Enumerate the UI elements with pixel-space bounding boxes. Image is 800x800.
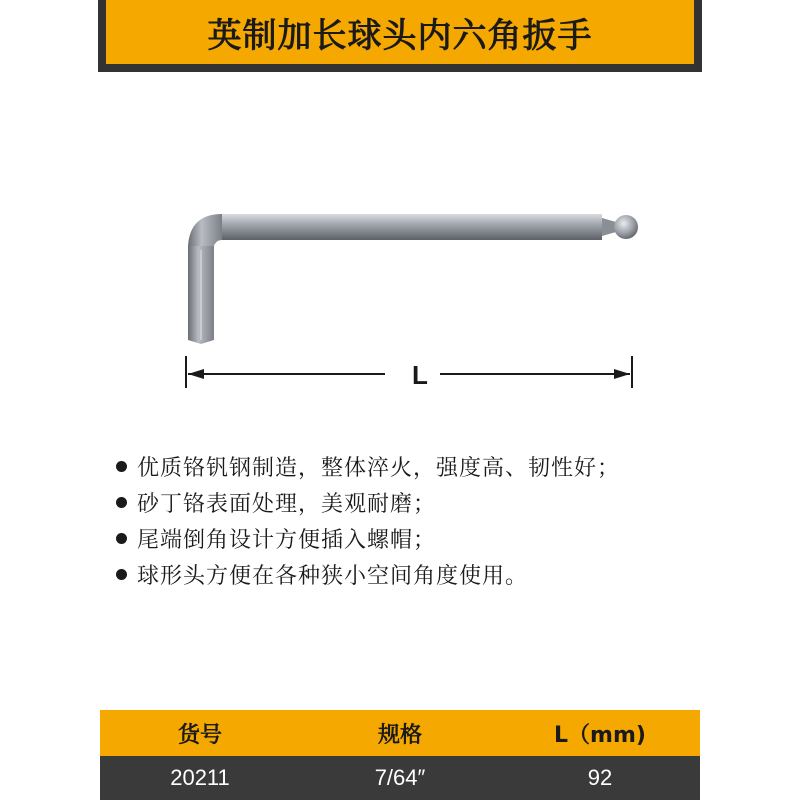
bullet-icon [116,569,127,580]
wrench-long-arm [222,214,602,240]
feature-text: 砂丁铬表面处理，美观耐磨； [137,491,437,517]
bullet-icon [116,461,127,472]
header-item-number: 货号 [177,722,222,748]
wrench-bend [188,214,222,246]
title-background [106,0,694,64]
list-item [116,448,736,484]
header-length: L（mm) [554,722,646,748]
dimension-label: L [412,360,428,390]
cell-spec: 7/64″ [374,765,426,790]
title-banner [98,0,702,72]
cell-item-number: 20211 [170,765,230,790]
feature-text: 球形头方便在各种狭小空间角度使用。 [137,563,529,589]
cell-length: 92 [587,765,613,790]
bullet-icon [116,533,127,544]
feature-list [116,448,736,592]
feature-text: 优质铬钒钢制造，整体淬火，强度高、韧性好； [137,455,621,481]
list-item [116,520,736,556]
page-title: 英制加长球头内六角扳手 [207,15,593,56]
bullet-icon [116,497,127,508]
wrench-neck [602,218,616,236]
feature-text: 尾端倒角设计方便插入螺帽； [137,527,437,553]
table-row [100,756,700,800]
table-header-row [100,710,700,756]
wrench-ball-end [614,215,638,239]
arrow-right-icon [614,369,630,379]
spec-table [100,710,700,800]
list-item [116,484,736,520]
list-item [116,556,736,592]
header-spec: 规格 [377,722,422,748]
arrow-left-icon [188,369,204,379]
